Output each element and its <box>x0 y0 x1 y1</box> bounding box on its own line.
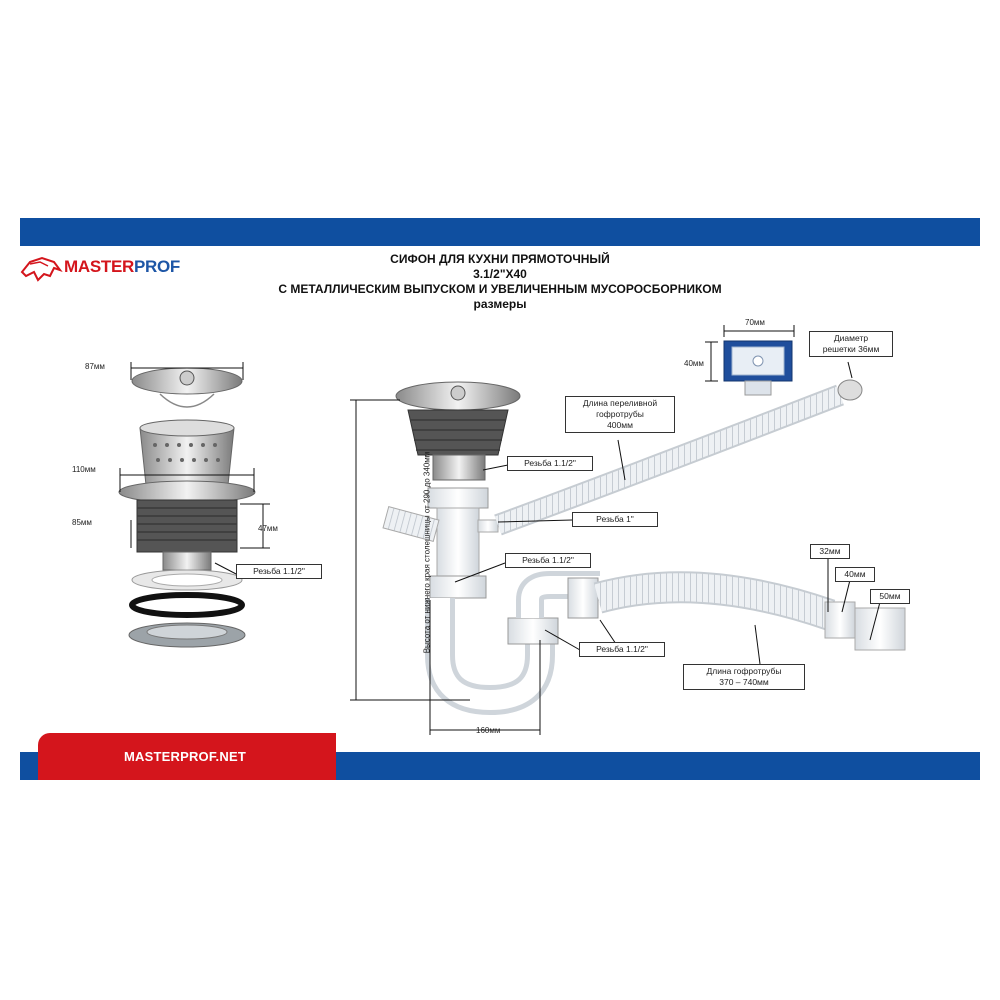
brand-name-part2: PROF <box>133 257 181 276</box>
overflow-len-line1: Длина переливной <box>582 398 658 408</box>
dim-110: 110мм <box>72 465 96 474</box>
label-thread-1: Резьба 1.1/2" <box>507 456 593 471</box>
url-text: MASTERPROF.NET <box>124 749 246 764</box>
label-thread-2: Резьба 1.1/2" <box>505 553 591 568</box>
left-exploded-strainer <box>119 368 255 647</box>
label-grate-diameter <box>809 331 893 357</box>
label-hose-length <box>683 664 805 690</box>
hose-len-line1: Длина гофротрубы <box>706 666 782 676</box>
overflow-len-line2: гофротрубы <box>596 409 644 419</box>
title-line3: С МЕТАЛЛИЧЕСКИМ ВЫПУСКОМ И УВЕЛИЧЕННЫМ МУСОРОСБОРНИКОМ <box>278 282 722 296</box>
dim-47: 47мм <box>258 524 278 533</box>
label-dim-50: 50мм <box>870 589 910 604</box>
dim-87: 87мм <box>85 362 105 371</box>
grate-line2: решетки 36мм <box>822 344 880 354</box>
title-line2: 3.1/2"X40 <box>473 267 527 281</box>
title-line4: размеры <box>473 297 527 311</box>
label-overflow-length <box>565 396 675 433</box>
overflow-len-line3: 400мм <box>607 420 633 430</box>
label-dim-32: 32мм <box>810 544 850 559</box>
label-dim-40: 40мм <box>835 567 875 582</box>
hose-len-line2: 370 – 740мм <box>719 677 769 687</box>
label-thread-3: Резьба 1.1/2" <box>579 642 665 657</box>
brand-name-part1: MASTER <box>64 257 134 276</box>
dim-85: 85мм <box>72 518 92 527</box>
title-line1: СИФОН ДЛЯ КУХНИ ПРЯМОТОЧНЫЙ <box>390 252 610 266</box>
grate-line1: Диаметр <box>833 333 869 343</box>
height-note: Высота от нижнего края столешницы от 290 до 340мм <box>422 451 432 654</box>
dim-160: 160мм <box>476 726 501 735</box>
dim-70: 70мм <box>745 318 765 327</box>
overflow-grate <box>724 341 792 395</box>
dim-40-overflow: 40мм <box>684 359 704 368</box>
label-left-thread: Резьба 1.1/2" <box>236 564 322 579</box>
label-thread-1in: Резьба 1" <box>572 512 658 527</box>
